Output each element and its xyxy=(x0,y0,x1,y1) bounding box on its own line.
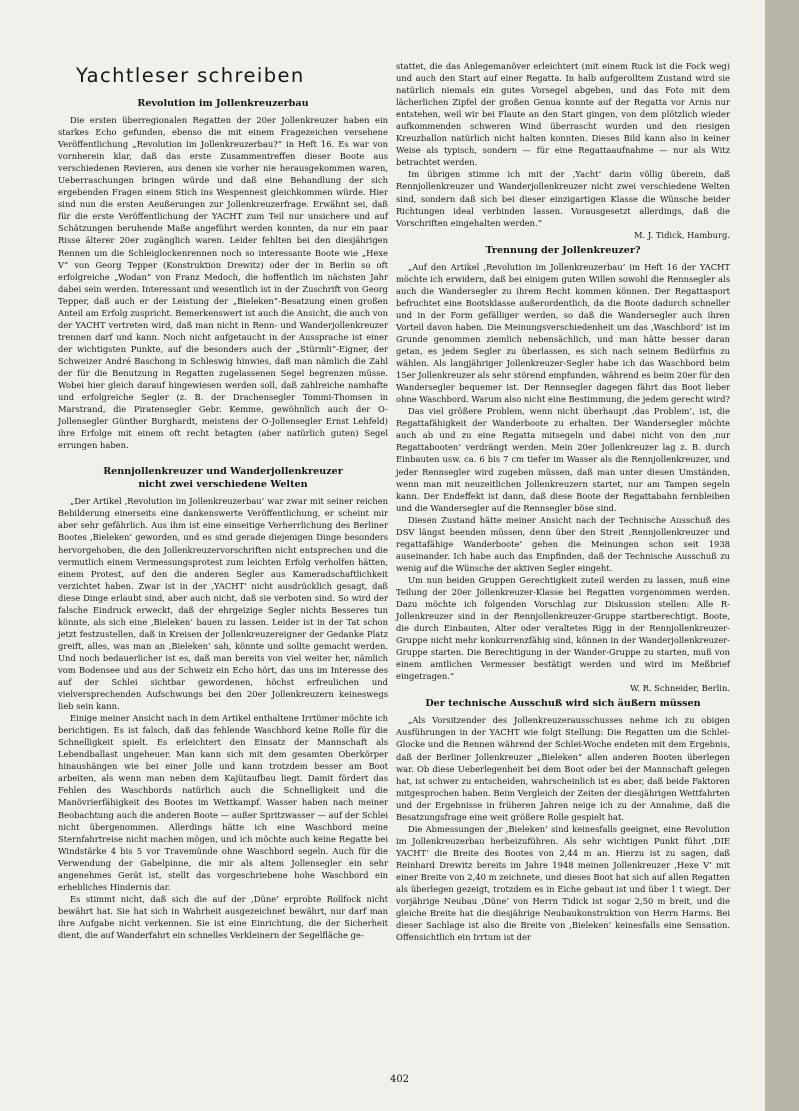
paragraph: Einige meiner Ansicht nach in dem Artikel enthaltene Irrtümer möchte ich berichtigen. Es ist falsch, daß das fehlende Waschbord keine Rolle für die Schnelligkeit spielt. Es erleichtert den Einsatz der Mannschaft als Lebendballast ungeheuer. Man kann sich mit dem gesamten Oberkörper hinaushängen wie bei einer Jolle und kann trotzdem besser am Boot arbeiten, als wenn man neben dem Kajütaufbau liegt. Damit fördert das Fehlen des Waschbords natürlich auch die Schnelligkeit und die Manövrierfähigkeit des Bootes im Wettkampf. Wasser haben nach meiner Beobachtung auch die anderen Boote — außer Spritzwasser — auf der Schlei nicht übergenommen. Allerdings hätte ich eine Waschbord meine Sternfahrtreise nicht machen mögen, und ich möchte auch keine Regatte bei Windstärke 4 bis 5 vor Travemünde ohne Waschbord segeln. Auch für die Verwendung der Gabelpinne, die mir als altem Jollensegler ein sehr angenehmes Gerät ist, stellt das vorgeschriebene hohe Waschbord ein erhebliches Hindernis dar. xyxy=(58,713,388,892)
signature-row xyxy=(396,682,730,694)
signature-tidick: M. J. Tidick, Hamburg. xyxy=(634,229,730,240)
paragraph: „Der Artikel ‚Revolution im Jollenkreuzerbau‘ war zwar mit seiner reichen Bebilderung einerseits eine dankenswerte Veröffentlichung, er scheint mir aber sehr gefährlich. Aus ihm ist eine einseitige Verherrlichung des Berliner Bootes ‚Bieleken‘ geworden, und es sind gerade diejenigen Dinge besonders hervorgehoben, die den Jollenkreuzervorschriften nicht entsprechen und die vermutlich einem Vermessungsprotest zum leichten Erfolg verholfen hätten, einem Protest, auf den die anderen Segler aus Kameradschaftlichkeit verzichtet haben. Zwar ist in der ‚YACHT‘ nicht ausdrücklich gesagt, daß diese Dinge erlaubt sind, aber auch nicht, daß sie verboten sind. So wird der falsche Eindruck erweckt, daß der ehrgeizige Segler nichts Besseres tun könnte, als sich eine ‚Bieleken‘ bauen zu lassen. Leider ist in der Tat schon jetzt festzustellen, daß in Kreisen der Jollenkreuzereigner der Gedanke Platz greift, alles, was man an ‚Bieleken‘ sah, könnte und sollte gemacht werden. Und noch bedauerlicher ist es, daß man bereits von viel weiter her, nämlich vom Bodensee und aus der Schweiz ein Echo hört, das uns im Interesse des auf der Schlei sichtbar gewordenen, höchst erfreulichen und vielversprechenden Aufschwungs bei den 20er Jollenkreuzern keineswegs lieb sein kann. xyxy=(58,496,388,712)
signature-schneider: W. R. Schneider, Berlin. xyxy=(630,683,730,694)
paragraph: „Auf den Artikel ‚Revolution im Jollenkreuzerbau‘ im Heft 16 der YACHT möchte ich erwidern, daß bei einigem guten Willen sowohl die Rennsegler als auch die Wandersegler zu ihrem Recht kommen können. Der Regattasport befruchtet eine Bootsklasse außerordentlich, da die Boote dadurch schneller und in der Form gefälliger werden, so daß die Wandersegler auch ihren Vorteil davon haben. Die Meinungsverschiedenheit um das ‚Waschbord‘ ist im Grunde genommen ziemlich nebensächlich, und man hätte besser daran getan, es jedem Segler zu überlassen, es sich nach seinem Bedürfnis zu wählen. Als langjähriger Jollenkreuzer-Segler habe ich das Waschbord beim 15er Jollenkreuzer als sehr störend empfunden, während es beim 20er für den Wandersegler bequemer ist. Der Rennsegler dagegen fährt das Boot lieber ohne Waschbord. Warum also nicht eine Bestimmung, die jedem gerecht wird? xyxy=(396,261,730,405)
left-column xyxy=(58,60,388,941)
paragraph: „Als Vorsitzender des Jollenkreuzerausschusses nehme ich zu obigen Ausführungen in der YACHT wie folgt Stellung: Die Regatten um die Schlei-Glocke und die Rennen während der Schlei-Woche endeten mit dem Ergebnis, daß der Berliner Jollenkreuzer „Bieleken“ allen anderen Booten überlegen war. Ob diese Ueberlegenheit bei dem Boot oder bei der Mannschaft gelegen hat, ist schwer zu entscheiden, wahrscheinlich ist es aber, daß beide Faktoren mitgesprochen haben. Beim Vergleich der Zeiten der diesjährigen Wettfahrten und der Ergebnisse in früheren Jahren neige ich zu der Annahme, daß die Besatzungsfrage eine weit größere Rolle gespielt hat. xyxy=(396,715,730,822)
heading-revolution: Revolution im Jollenkreuzerbau xyxy=(137,98,309,109)
signature-row xyxy=(396,229,730,241)
page-number: 402 xyxy=(389,1074,410,1085)
paragraph: Es stimmt nicht, daß sich die auf der ‚Düne‘ erprobte Rollfock nicht bewährt hat. Sie hat sich in Wahrheit ausgezeichnet bewährt, nur darf man ihre Aufgabe nicht verkennen. Sie ist eine Einrichtung, die der Sicherheit dient, die auf Wanderfahrt ein schnelles Verkleinern der Segelfläche ge- xyxy=(58,893,388,940)
paragraph: Im übrigen stimme ich mit der ‚Yacht‘ darin völlig überein, daß Rennjollenkreuzer und Wanderjollenkreuzer nicht zwei verschiedene Welten sind, sondern daß sich bei dieser einzigartigen Klasse die Wünsche beider Richtungen ideal verbinden lassen. Vorausgesetzt allerdings, daß die Vorschriften eingehalten werden.“ xyxy=(396,169,730,228)
heading-rennjollenkreuzer xyxy=(58,465,388,491)
paragraph: Diesen Zustand hätte meiner Ansicht nach der Technische Ausschuß des DSV längst beenden müssen, denn über den Streit ‚Rennjollenkreuzer und regattafähige Wanderboote‘ gehen die Meinungen schon seit 1938 auseinander. Ich habe auch das Empfinden, daß der Technische Ausschuß zu wenig auf die Wünsche der aktiven Segler eingeht. xyxy=(396,514,730,573)
scan-edge xyxy=(765,0,799,1111)
heading-technischer-ausschuss: Der technische Ausschuß wird sich äußern müssen xyxy=(425,698,701,710)
heading-line: nicht zwei verschiedene Welten xyxy=(138,479,308,491)
paragraph: Um nun beiden Gruppen Gerechtigkeit zuteil werden zu lassen, muß eine Teilung der 20er Jollenkreuzer-Klasse bei Regatten vorgenommen werden. Dazu möchte ich folgenden Vorschlag zur Diskussion stellen: Alle R-Jollenkreuzer sind in der Rennjollenkreuzer-Gruppe startberechtigt. Boote, die durch Einbauten, Alter oder veraltetes Rigg in der Rennjollenkreuzer-Gruppe nicht mehr konkurrenzfähig sind, können in der Wanderjollenkreuzer-Gruppe starten. Die Berechtigung in der Wander-Gruppe zu starten, muß von einem amtlichen Vermesser bestätigt werden und wird im Meßbrief eingetragen.“ xyxy=(396,574,730,682)
page-title: Yachtleser schreiben xyxy=(76,64,305,87)
heading-trennung: Trennung der Jollenkreuzer? xyxy=(485,244,641,256)
paragraph: Das viel größere Problem, wenn nicht überhaupt ‚das Problem‘, ist, die Regattafähigkeit der Wanderboote zu erhalten. Der Wandersegler möchte auch ab und zu eine Regatta mitsegeln und dabei nicht von den ‚nur Regattabooten‘ verdrängt werden. Mein 20er Jollenkreuzer lag z. B. durch Einbauten usw. ca. 6 bis 7 cm tiefer im Wasser als die Rennjollenkreuzer, und jeder Rennsegler wird zugeben müssen, daß man unter diesen Umständen, wenn man mit neuzeitlichen Jollenkreuzern startet, nur am Tampen segeln kann. Der Endeffekt ist dann, daß diese Boote der Regattabahn fernbleiben und die Wandersegler auf die Rennsegler böse sind. xyxy=(396,406,730,513)
paragraph: Die Abmessungen der ‚Bieleken‘ sind keinesfalls geeignet, eine Revolution im Jollenkreuzerbau herbeizuführen. Als sehr wichtigen Punkt führt ‚DIE YACHT‘ die Breite des Bootes von 2,44 m an. Hierzu ist zu sagen, daß Reinhard Drewitz bereits im Jahre 1948 meinen Jollenkreuzer ‚Hexe V‘ mit einer Breite von 2,40 m zeichnete, und dieses Boot hat sich auf allen Regatten als überlegen gezeigt, trotzdem es in Eiche gebaut ist und über 1 t wiegt. Der vorjährige Neubau ‚Düne‘ von Herrn Tidick ist sogar 2,50 m breit, und die gleiche Breite hat die diesjährige Neubaukonstruktion von Herrn Harms. Bei dieser Sachlage ist also die Breite von ‚Bieleken‘ keinesfalls eine Sensation. Offensichtlich ein Irrtum ist der xyxy=(396,823,730,943)
heading-line: Rennjollenkreuzer und Wanderjollenkreuzer xyxy=(103,466,343,478)
paragraph: stattet, die das Anlegemanöver erleichtert (mit einem Ruck ist die Fock weg) und auch den Start auf einer Regatta. In halb aufgerolltem Zustand wird sie natürlich niemals ein gutes Vorsegel abgeben, und das Foto mit dem lächerlichen Zipfel der großen Genua konnte auf der Regatta vor Arnis nur entstehen, weil wir bei Flaute an den Start gingen, von dem plötzlich wieder aufkommenden schweren Wind überrascht wurden und den riesigen Kreuzballon natürlich nicht halten konnten. Dieses Bild kann also in keiner Weise als typisch, sondern — für eine Regattaaufnahme — nur als Witz betrachtet werden. xyxy=(396,61,730,168)
right-column xyxy=(396,60,730,943)
paragraph: Die ersten überregionalen Regatten der 20er Jollenkreuzer haben ein starkes Echo gefunden, ebenso die mit einem Fragezeichen versehene Veröffentlichung „Revolution im Jollenkreuzerbau?“ in Heft 16. Es war von vornherein klar, daß das erste Zusammentreffen dieser Boote aus verschiedenen Revieren, aus denen sie vorher nie herausgekommen waren, Ueberraschungen bringen würde und daß eine Behandlung der sich ergebenden Fragen einem Stich ins Wespennest gleichkommen würde. Hier sind nun die ersten Aeußerungen zur Jollenkreuzerfrage. Erwähnt sei, daß für die erste Veröffentlichung der YACHT zum Teil nur unsichere und auf Schätzungen beruhende Maße angeführt werden konnten, da nur ein paar Risse älterer 20er zugänglich waren. Leider fehlten bei den diesjährigen Rennen um die Schleiglockenrennen noch so interessante Boote wie „Hexe V“ von Georg Tepper (Konstruktion Drewitz) oder der in Berlin so oft erfolgreiche „Wodan“ von Franz Medoch, die hoffentlich im nächsten Jahr dabei sein werden. Interessant und wesentlich ist in der Zuschrift von Georg Tepper, daß auch er der Leistung der „Bieleken“-Besatzung einen großen Anteil am Erfolg zuspricht. Bemerkenswert ist auch die Ansicht, die auch von der YACHT vertreten wird, daß man nicht in Renn- und Wanderjollenkreuzer trennen darf und kann. Noch nicht aufgetaucht in der Aussprache ist einer der wichtigsten Punkte, auf die besonders auch der „Stürmli“-Eigner, der Schweizer André Baschong in Schleswig hinwies, daß man nämlich die Zahl der für die Benutzung in Regatten zugelassenen Segel begrenzen müsse. Wobei hier gleich darauf hingewiesen werden soll, daß zahlreiche namhafte und erfolgreiche Segler (z. B. der Drachensegler Tommi-Thomsen in Marstrand, die Piratensegler Gebr. Kemme, gewöhnlich auch der O-Jollensegler Günther Burghardt, meistens der O-Jollensegler Ernst Lehfeld) ihre Erfolge mit einem oft recht betagten (aber natürlich guten) Segel errungen haben. xyxy=(58,115,388,451)
